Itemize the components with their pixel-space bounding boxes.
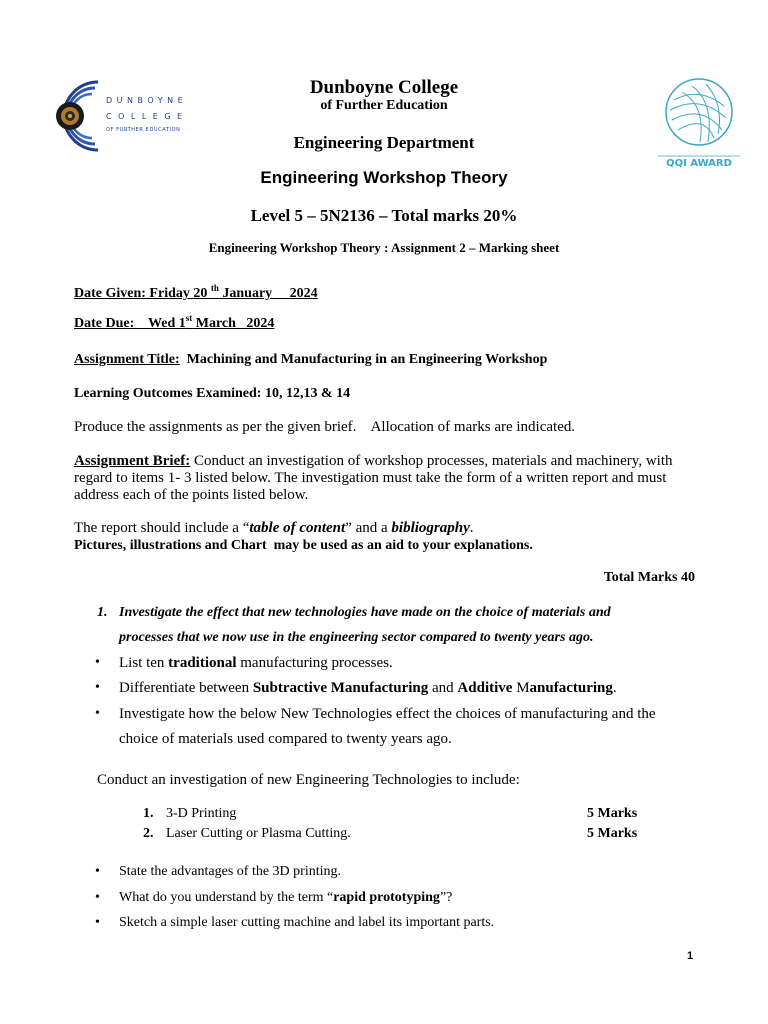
question-1-line1: Investigate the effect that new technologies have made on the choice of materials and xyxy=(119,605,611,620)
brief-line2: regard to items 1- 3 listed below. The investigation must take the form of a written report and must xyxy=(74,470,667,486)
bullet-2-text: Differentiate between xyxy=(119,680,253,696)
date-due-label: Date Due: Wed 1 xyxy=(74,316,186,331)
assignment-title-value: Machining and Manufacturing in an Engineering Workshop xyxy=(179,352,548,367)
date-due-sup: st xyxy=(185,313,193,323)
logo-text-dunboyne: DUNBOYNE xyxy=(106,96,188,105)
qqi-award-label: QQI AWARD xyxy=(666,158,732,169)
tech-item-1-label: 3-D Printing xyxy=(166,806,237,821)
bullet-2-mid-2: M xyxy=(512,680,530,696)
bullet-2-bold-1: Subtractive Manufacturing xyxy=(252,680,429,696)
bullet-dot: • xyxy=(95,915,100,930)
brief-label: Assignment Brief: xyxy=(74,453,191,469)
bullet-1-text: List ten xyxy=(119,655,169,671)
bullet-sketch: Sketch a simple laser cutting machine and label its important parts. xyxy=(119,915,495,930)
level-title: Level 5 – 5N2136 – Total marks 20% xyxy=(250,206,518,225)
tech-item-2-number: 2. xyxy=(143,826,154,841)
bullet-b2-post: ”? xyxy=(439,890,453,905)
date-given-sup: th xyxy=(210,283,219,293)
date-given xyxy=(74,283,318,302)
brief-line1: Conduct an investigation of workshop processes, materials and machinery, with xyxy=(190,453,673,469)
brief-line3: address each of the points listed below. xyxy=(74,487,309,503)
date-given-rest: January 2024 xyxy=(218,286,318,301)
report-text-3: . xyxy=(469,520,474,536)
bullet-list-traditional xyxy=(119,655,393,672)
bullet-investigate-line1: Investigate how the below New Technologies effect the choices of manufacturing and the xyxy=(119,706,656,722)
bullet-1-post: manufacturing processes. xyxy=(236,655,393,671)
question-1-line2: processes that we now use in the engineering sector compared to twenty years ago. xyxy=(119,630,594,645)
logo-text-further: OF FURTHER EDUCATION xyxy=(106,127,181,133)
bullet-dot: • xyxy=(95,655,100,670)
bullet-investigate-line2: choice of materials used compared to twenty years ago. xyxy=(119,731,452,747)
tech-item-2-label: Laser Cutting or Plasma Cutting. xyxy=(166,826,351,841)
report-text-2: ” and a xyxy=(345,520,392,536)
bullet-2-post: . xyxy=(612,680,617,696)
bullet-dot: • xyxy=(95,890,100,905)
conduct-text: Conduct an investigation of new Engineering Technologies to include: xyxy=(97,772,520,788)
report-bibliography: bibliography xyxy=(391,520,470,536)
bullet-dot: • xyxy=(95,680,100,695)
college-name: Dunboyne College xyxy=(309,77,459,98)
assignment-title-label: Assignment Title: xyxy=(74,352,180,367)
total-marks: Total Marks 40 xyxy=(603,570,695,585)
learning-outcomes: Learning Outcomes Examined: 10, 12,13 & 14 xyxy=(74,386,351,401)
college-subtitle: of Further Education xyxy=(320,98,448,113)
bullet-2-bold-2: Additive xyxy=(457,680,513,696)
department-title: Engineering Department xyxy=(293,133,475,152)
bullet-differentiate xyxy=(119,680,617,697)
assignment-title xyxy=(74,352,547,368)
date-due-rest: March 2024 xyxy=(192,316,275,331)
bullet-b2-bold: rapid prototyping xyxy=(333,890,440,905)
bullet-b2-text: What do you understand by the term “ xyxy=(119,890,334,905)
assignment-brief xyxy=(74,453,714,504)
tech-item-1-marks: 5 Marks xyxy=(587,806,638,821)
report-requirements xyxy=(74,520,474,537)
bullet-2-bold-3: anufacturing xyxy=(529,680,613,696)
bullet-dot: • xyxy=(95,706,100,721)
date-due xyxy=(74,313,275,332)
date-given-label: Date Given: Friday 20 xyxy=(74,286,208,301)
bullet-dot: • xyxy=(95,864,100,879)
question-1-number: 1. xyxy=(97,605,108,620)
assignment-subtitle: Engineering Workshop Theory : Assignment 2 – Marking sheet xyxy=(208,240,560,255)
tech-item-1-number: 1. xyxy=(143,806,154,821)
bullet-2-mid: and xyxy=(428,680,458,696)
bullet-advantages: State the advantages of the 3D printing. xyxy=(119,864,341,879)
pictures-note: Pictures, illustrations and Chart may be used as an aid to your explanations. xyxy=(74,538,533,553)
page-number: 1 xyxy=(687,950,694,962)
tech-item-2-marks: 5 Marks xyxy=(587,826,638,841)
produce-text: Produce the assignments as per the given brief. Allocation of marks are indicated. xyxy=(74,419,576,435)
bullet-rapid-prototyping xyxy=(119,890,452,906)
logo-text-college: COLLEGE xyxy=(106,112,189,121)
bullet-1-bold: traditional xyxy=(168,655,237,671)
report-toc: table of content xyxy=(249,520,346,536)
report-text-1: The report should include a “ xyxy=(74,520,250,536)
subject-title: Engineering Workshop Theory xyxy=(260,168,508,187)
